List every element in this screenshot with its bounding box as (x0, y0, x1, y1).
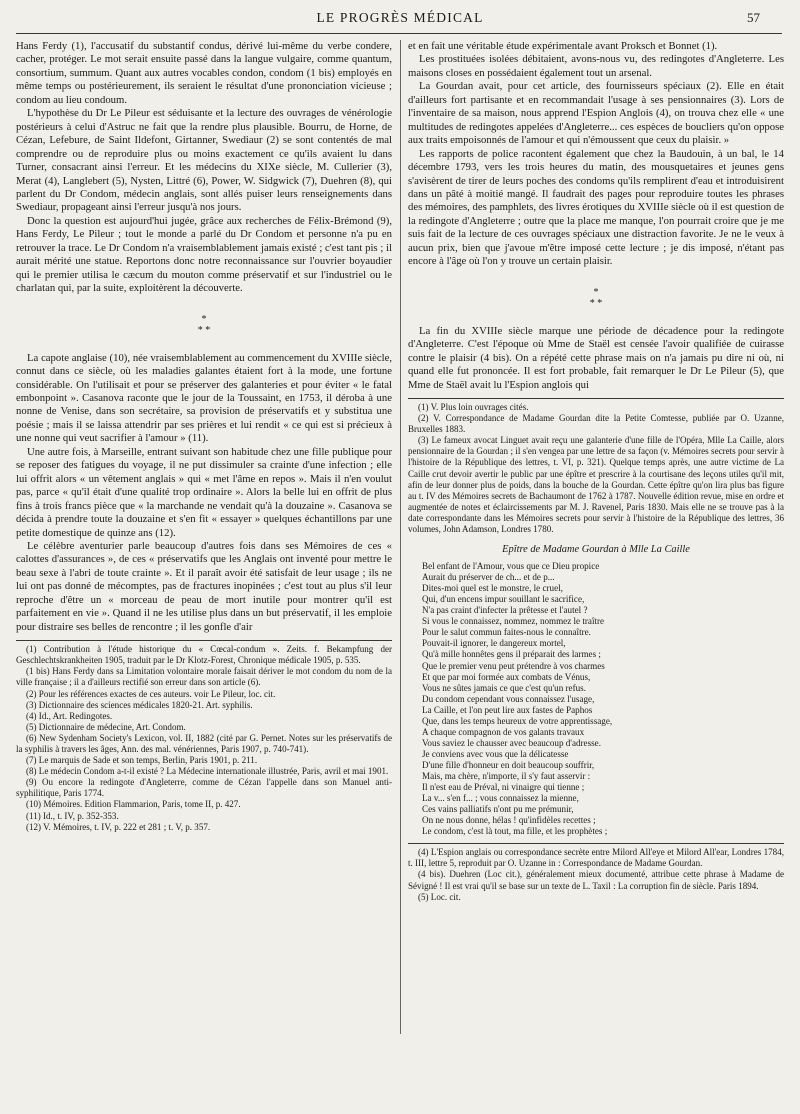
poem-line: Qu'à mille honnêtes gens il préparait des larmes ; (422, 649, 601, 660)
left-article-part-a (16, 40, 392, 296)
footnote: (1 bis) Hans Ferdy dans sa Limitation volontaire morale faisait dériver le mot condom du nom de la ville française ; il a d'ailleurs rectifié son erreur dans son article (6). (16, 666, 392, 688)
footnote: (1) Contribution à l'étude historique du « Cœcal-condum ». Zeits. f. Bekampfung der Geschlechtskrankheiten 1905, traduit par le Dr Klotz-Forest, Chronique médicale 1905, p. 535. (16, 644, 392, 666)
page-number: 57 (747, 10, 760, 25)
footnote: (10) Mémoires. Edition Flammarion, Paris, tome II, p. 427. (26, 799, 241, 810)
poem-line: Ces vains palliatifs n'ont pu me prémunir, (422, 804, 574, 815)
footnote: (2) Pour les références exactes de ces auteurs. voir Le Pileur, loc. cit. (26, 688, 276, 699)
footnote: (9) Ou encore la redingote d'Angleterre, comme de Cézan l'appelle dans son Manuel anti-syphilitique, Paris 1774. (16, 777, 392, 799)
section-separator: * * * (197, 313, 211, 336)
footnote-rule (16, 640, 392, 641)
footnote: (4 bis). Duehren (Loc cit.), généralement mieux documenté, attribue cette phrase à Madame de Sévigné ! Il est vrai qu'il se base sur un texte de L. Taxil : La corruption fin de siècle. Paris 1894. (408, 869, 784, 891)
poem-line: Vous saviez le chausser avec beaucoup d'adresse. (422, 737, 601, 748)
poem-line: Vous ne sûtes jamais ce que c'est qu'un refus. (422, 682, 586, 693)
poem-line: Il n'est eau de Préval, ni vinaigre qui tienne ; (422, 782, 585, 793)
poem-line: Pouvait-il ignorer, le dangereux mortel, (422, 638, 566, 649)
footnote-rule (408, 843, 784, 844)
section-separator: * * * (589, 286, 603, 309)
footnote: (8) Le médecin Condom a-t-il existé ? La Médecine internationale illustrée, Paris, avril et mai 1901. (26, 766, 389, 777)
poem-line: Si vous le connaissez, nommez, nommez le traître (422, 616, 605, 627)
poem-line: Que, dans les temps heureux de votre apprentissage, (422, 715, 613, 726)
footnote: (5) Loc. cit. (418, 891, 461, 902)
left-article-part-b (16, 352, 392, 635)
paragraph: Donc la question est aujourd'hui jugée, grâce aux recherches de Félix-Brémond (9), Hans Ferdy, Le Pileur ; tout le monde a parlé du Dr Condom et personne n'a pu en retrouver la trace. Le Dr Condom n'a vraisemblablement jamais existé ; c'est tant pis ; il aurait mérité une statue. Reportons donc notre reconnaissance sur l'ouvrier boyaudier qui le premier utilisa le cæcum du mouton comme préservatif et sur l'industriel ou le charlatan qui, par la suite, exploitèrent la découverte. (16, 214, 392, 295)
poem-line: Bel enfant de l'Amour, vous que ce Dieu propice (422, 561, 600, 572)
poem-line: Le condom, c'est là tout, ma fille, et les prophètes ; (422, 826, 608, 837)
right-footnotes-b (408, 847, 784, 902)
journal-title: LE PROGRÈS MÉDICAL (316, 10, 484, 25)
footnote-rule (408, 398, 784, 399)
poem-line: La v... s'en f... ; vous connaissez la mienne, (422, 793, 579, 804)
column-divider (400, 40, 401, 1034)
poem-line: Et que par moi formée aux combats de Vénus, (422, 671, 591, 682)
footnote: (3) Le fameux avocat Linguet avait reçu une galanterie d'une fille de l'Opéra, Mlle La Caille, alors pensionnaire de la Gourdan ; il s'en vengea par une lettre de sa façon (v. Mémoires secrets pour servir à l'histoire de la République des lettres, t. VI, p. 321). Quelque temps après, une autre victime de La Caille crut devoir avertir le public par une épître et prescrire à la courtisane des leçons utiles qu'il mit, afin de leur donner plus de poids, dans la bouche de la Gourdan. Cette épître qu'on lira plus bas figure au t. IV des Mémoires secrets de Bachaumont de 1762 à 1787. Nouvelle édition revue, mise en ordre et augmentée de notes et éclaircissements par M. J. Ravenel, Paris 1830. Mais elle ne se trouve pas à la date correspondante dans les Mémoires secrets pour servir à l'histoire de la République des lettres, 36 volumes, John Adamson, Londres 1780. (408, 435, 784, 534)
right-article-part-b (408, 325, 784, 392)
footnote: (11) Id., t. IV, p. 352-353. (26, 810, 119, 821)
footnote: (4) L'Espion anglais ou correspondance secrète entre Milord All'eye et Milord All'ear, Londres 1784, t. III, lettre 5, reproduit par O. Uzanne in : Correspondance de Madame Gourdan. (408, 847, 784, 869)
footnote: (2) V. Correspondance de Madame Gourdan dite la Petite Comtesse, publiée par O. Uzanne, Bruxelles 1883. (408, 413, 784, 435)
left-column (16, 40, 392, 1100)
right-column (408, 40, 784, 1080)
footnote: (5) Dictionnaire de médecine, Art. Condom. (26, 721, 186, 732)
footnote: (4) Id., Art. Redingotes. (26, 710, 113, 721)
poem-line: Mais, ma chère, n'importe, il s'y faut asservir : (422, 770, 591, 781)
poem-line: D'une fille d'honneur en doit beaucoup souffrir, (422, 759, 595, 770)
poem-line: Je conviens avec vous que la délicatesse (422, 748, 569, 759)
footnote: (1) V. Plus loin ouvrages cités. (418, 401, 529, 412)
paragraph: Hans Ferdy (1), l'accusatif du substantif condus, dérivé lui-même du verbe condere, cacher, protéger. Le mot serait ensuite passé dans la langue vulgaire, comme quantum, consortium, summum. Quant aux autres vocables condon, condom (1 bis) employés en même temps ou postérieurement, ils seraient le résultat d'une prononciation vicieuse ; condom au lieu condoum. (16, 40, 392, 106)
poem-line: Dites-moi quel est le monstre, le cruel, (422, 583, 563, 594)
paragraph: Le célèbre aventurier parle beaucoup d'autres fois dans ses Mémoires de ces « calottes d'assurances », de ces « préservatifs que les Anglais ont inventé pour mettre le beau sexe à l'abri de toute crainte ». Et il paraît avoir été satisfait de leur usage ; ils ne lui ont pas donné de mécomptes, pas de fractures inopinées ; c'est tout au plus s'il leur reproche d'être un « morceau de peau de mort inutile pour montrer qu'il est parfaitement en vie ». Quand il ne les utilise plus dans un but préservatif, il les emploie pour distraire ses belles de rencontre ; il les gonfle d'air (16, 539, 392, 633)
poem-line: Que le premier venu peut prétendre à vos charmes (422, 660, 605, 671)
footnote: (3) Dictionnaire des sciences médicales 1820-21. Art. syphilis. (26, 699, 253, 710)
paragraph: Les rapports de police racontent également que chez la Baudouin, à un bal, le 14 décembre 1793, vers les trois heures du matin, des mousquetaires et jeunes gens s'avisèrent de tirer de leurs poches des condoms qu'ils remplirent d'eau et introduisirent dans un pâté à moitié mangé. Il faudrait des pages pour reproduire toutes les phrases des mémoires, des pamphlets, des livres érotiques du XVIIIe siècle où il est question de la redingote d'Angleterre ; outre que la place me manque, l'on pourrait croire que je me suis fait de la lecture de ces ouvrages spéciaux une distraction favorite. Je ne le veux à aucun prix, bien que j'avoue m'être imposé cette lecture ; je dis imposé, n'étant pas encore à l'âge où l'on y trouve un certain plaisir. (408, 147, 784, 268)
running-head (0, 10, 800, 30)
footnote: (12) V. Mémoires, t. IV, p. 222 et 281 ; t. V, p. 357. (26, 821, 211, 832)
header-rule (16, 33, 782, 34)
poem-line: Qui, d'un encens impur souillant le sacrifice, (422, 594, 585, 605)
poem-line: Du condom cependant vous connaissez l'usage, (422, 693, 595, 704)
poem-line: On ne nous donne, hélas ! qu'infidèles recettes ; (422, 815, 596, 826)
poem-title: Epître de Madame Gourdan à Mlle La Caille (502, 544, 690, 556)
footnote: (7) Le marquis de Sade et son temps, Berlin, Paris 1901, p. 211. (26, 755, 258, 766)
poem-line: Aurait du préserver de ch... et de p... (422, 572, 555, 583)
paragraph: Les prostituées isolées débitaient, avons-nous vu, des redingotes d'Angleterre. Les maisons closes en possédaient également tout un arsenal. (408, 53, 784, 79)
paragraph: La Gourdan avait, pour cet article, des fournisseurs spéciaux (2). Elle en était d'ailleurs fort partisante et en recommandait l'usage à ses pensionnaires (3). Lors de l'inventaire de sa maison, nous apprend l'Espion Anglois (4), on trouva chez elle « une multitudes de redingotes appelées d'Angleterre... ces espèces de boucliers qu'on oppose aux traits empoisonnés de l'amour et qui n'émoussent que ceux du plaisir. » (408, 80, 784, 147)
poem-line: Pour le salut commun faites-nous le connaître. (422, 627, 591, 638)
poem-line: N'a pas craint d'infecter la prêtesse et l'autel ? (422, 605, 588, 616)
poem (408, 561, 784, 837)
paragraph: et en fait une véritable étude expérimentale avant Proksch et Bonnet (1). (408, 40, 718, 52)
right-article-part-a (408, 40, 784, 269)
paragraph: La fin du XVIIIe siècle marque une période de décadence pour la redingote d'Angleterre. C'est l'époque où Mme de Staël est censée l'avoir qualifiée de cuirasse contre le plaisir (4 bis). On a répété cette phrase mais on n'a jamais pu dire ni où, ni quand elle fut prononcée. Il est fort probable, fait remarquer le Dr Le Pileur (5), que Mme de Staël avait lu l'Espion anglois qui (408, 324, 784, 391)
footnote: (6) New Sydenham Society's Lexicon, vol. II, 1882 (cité par G. Pernet. Notes sur les préservatifs de la syphilis à travers les âges, Ann. des mal. vénériennes, Paris 1907, p. 740-741). (16, 732, 392, 754)
paragraph: Une autre fois, à Marseille, entrant suivant son habitude chez une fille publique pour se reposer des fatigues du voyage, il ne put dissimuler sa crainte d'une infection ; elle lui offrit alors « un vêtement anglais » qui « met l'âme en repos ». Mais il n'en voulut pas, parce « qu'il était d'une qualité trop ordinaire ». Alors la belle lui en offrit de plus fins à trois francs pièce que « la marchande ne vendait qu'à la douzaine ». Casanova se décida à prendre toute la douzaine et s'en fit « essayer » quelques échantillons par une petite domestique de quinze ans (12). (16, 445, 392, 539)
poem-line: A chaque compagnon de vos galants travaux (422, 726, 585, 737)
paragraph: La capote anglaise (10), née vraisemblablement au commencement du XVIIIe siècle, connut dans ce siècle, où les maladies galantes étaient fort à la mode, une fortune considérable. On l'utilisait et pour se préserver des galanteries et pour éviter « le fatal embonpoint ». Casanova raconte que le jour de la Toussaint, en 1753, il déroba à une nonne de Venise, dans son secrétaire, sa provision de préservatifs et y substitua une poésie ; mais il se laissa attendrir par ses prières et lui rendit « ce qui est si précieux à une nonne qui veut sacrifier à l'amour » (11). (16, 351, 392, 445)
right-footnotes-a (408, 402, 784, 535)
left-footnotes (16, 644, 392, 833)
poem-line: La Caille, et l'on peut lire aux fastes de Paphos (422, 704, 593, 715)
paragraph: L'hypothèse du Dr Le Pileur est séduisante et la lecture des ouvrages de vénérologie postérieurs à celui d'Astruc ne fait que la rendre plus plausible. Bourru, de Horne, de Cézan, Lefebure, de Saint Ildefont, Girtanner, Swediaur (2) se sont contentés de mal comprendre ou de reproduire plus ou moins exactement ce qu'ils avaient lu dans Turner, consacrant ainsi l'erreur. Et les médecins du XIXe siècle, M. Cullerier (3), Merat (4), Langlebert (5), Nysten, Littré (6), Power, W. Sidgwick (7), Duehren (8), qui parlent du Dr Condom, médecin anglais, sont allés puiser leurs renseignements dans Swediaur, propageant ainsi l'erreur jusqu'à nos jours. (16, 107, 392, 214)
